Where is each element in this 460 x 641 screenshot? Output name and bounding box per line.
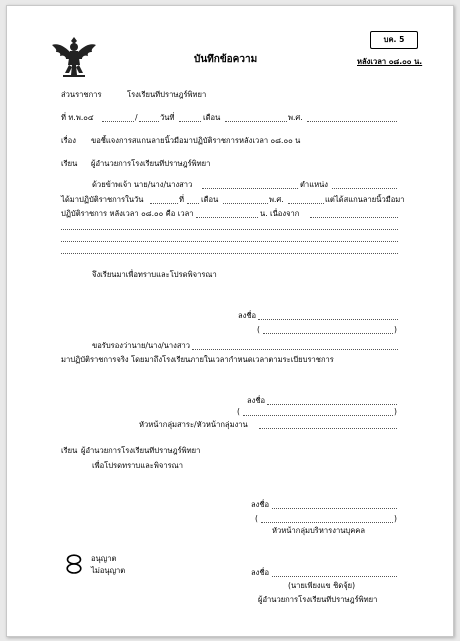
signature3-label: ลงชื่อ bbox=[251, 500, 270, 509]
document-page: บค. 5 บันทึกข้อความ หลังเวลา ๐๘.๐๐ น. ส่วนราชการ โรงเรียนทีปราษฎร์พิทยา ที่ ท.พ.๐๔ / วันที่ เดือน พ.ศ. เรื่อง ขอชี้แจงการสแกนลายนิ้วมือมาปฏิบัติราชการหลังเวลา ๐๘.๐๐ น เรียน ผู้อำนวยการโรงเรียนทีปราษฎร์พิทยา ด้วยข้าพเจ้า นาย/นาง/นางสาว ตำแหน่ง ได้มาปฏิบัติราชการในวัน ที่ เดือน พ.ศ. แต่ได้สแกนลายนิ้วมือมา ปฏิบัติราชการ หลังเวลา ๐๘.๐๐ คือ เวลา น. เนื่องจาก จึงเรียนมาเพื่อทราบและโปรดพิจารณา ลงชื่อ ( ) ขอรับรองว่านาย/นาง/นางสาว มาปฏิบัติราชการจริง โดยมาถึงโรงเรียนภายในเวลากำหนดเวลาตามระเบียบราชการ ลงชื่อ ( ) หัวหน้ากลุ่มสาระ/หัวหน้ากลุ่มงาน เรียน ผู้อำนวยการโรงเรียนทีปราษฎร์พิทยา เพื่อโปรดทราบและพิจารณา ลงชื่อ ( ) หัวหน้ากลุ่มบริหารงานบุคคล อนุญาต ไม่อนุญาต ลงชื่อ (นายเพียงแข ชิดจุ้ย) ผู้อำนวยการโรงเรียนทีปราษฎร์พิทยา bbox=[6, 5, 454, 637]
time-field bbox=[196, 217, 258, 218]
name-field bbox=[202, 188, 298, 189]
agency-label: ส่วนราชการ bbox=[61, 90, 102, 99]
garuda-emblem-icon bbox=[51, 35, 97, 79]
body-line3-start: ปฏิบัติราชการ หลังเวลา ๐๘.๐๐ คือ เวลา bbox=[61, 209, 194, 218]
body-month-field bbox=[223, 203, 268, 204]
decision-checkbox-mark-icon bbox=[66, 554, 82, 574]
decision-approve: อนุญาต bbox=[91, 554, 117, 563]
forward-to-value: ผู้อำนวยการโรงเรียนทีปราษฎร์พิทยา bbox=[81, 446, 201, 455]
signature2-label: ลงชื่อ bbox=[247, 396, 266, 405]
decision-sign-field bbox=[272, 576, 397, 577]
signature1-field bbox=[258, 319, 398, 320]
signature3-name-field bbox=[261, 522, 393, 523]
body-line2-end: แต่ได้สแกนลายนิ้วมือมา bbox=[325, 195, 405, 204]
to-label: เรียน bbox=[61, 159, 78, 168]
signature3-role: หัวหน้ากลุ่มบริหารงานบุคคล bbox=[272, 526, 366, 535]
body-date-label: ที่ bbox=[179, 195, 185, 204]
body-line1-start: ด้วยข้าพเจ้า นาย/นาง/นางสาว bbox=[92, 180, 193, 189]
body-line3-end: น. เนื่องจาก bbox=[260, 209, 300, 218]
signature1-label: ลงชื่อ bbox=[238, 311, 257, 320]
subject-label: เรื่อง bbox=[61, 136, 76, 145]
month-field bbox=[225, 121, 287, 122]
signature3-field bbox=[272, 508, 397, 509]
position-label: ตำแหน่ง bbox=[300, 180, 328, 189]
to-value: ผู้อำนวยการโรงเรียนทีปราษฎร์พิทยา bbox=[91, 159, 211, 168]
signature2-field bbox=[267, 404, 397, 405]
decision-deny: ไม่อนุญาต bbox=[91, 566, 126, 575]
director-name: (นายเพียงแข ชิดจุ้ย) bbox=[288, 581, 356, 590]
year-label: พ.ศ. bbox=[288, 113, 303, 122]
signature2-role: หัวหน้ากลุ่มสาระ/หัวหน้ากลุ่มงาน bbox=[139, 420, 248, 429]
certify-line-b: มาปฏิบัติราชการจริง โดยมาถึงโรงเรียนภายในเวลากำหนดเวลาตามระเบียบราชการ bbox=[61, 355, 334, 364]
date-field bbox=[179, 121, 201, 122]
body-month-label: เดือน bbox=[201, 195, 219, 204]
signature2-name-field bbox=[243, 415, 393, 416]
reason-field-2 bbox=[61, 229, 398, 230]
ref-number-label: ที่ ท.พ.๐๔ bbox=[61, 113, 94, 122]
signature1-name-field bbox=[263, 333, 393, 334]
decision-sign-label: ลงชื่อ bbox=[251, 568, 270, 577]
year-field bbox=[307, 121, 397, 122]
form-code-badge: บค. 5 bbox=[370, 31, 418, 49]
date-label: วันที่ bbox=[160, 113, 175, 122]
body-year-label: พ.ศ. bbox=[269, 195, 284, 204]
body-date-field bbox=[187, 203, 199, 204]
closing-text: จึงเรียนมาเพื่อทราบและโปรดพิจารณา bbox=[92, 270, 217, 279]
agency-value: โรงเรียนทีปราษฎร์พิทยา bbox=[127, 90, 207, 99]
certify-line-a: ขอรับรองว่านาย/นาง/นางสาว bbox=[92, 341, 191, 350]
forward-to-label: เรียน bbox=[61, 446, 78, 455]
ref-sub-field bbox=[139, 121, 159, 122]
reason-field-1 bbox=[310, 217, 398, 218]
certify-name-field bbox=[192, 349, 398, 350]
position-field bbox=[332, 188, 397, 189]
director-role: ผู้อำนวยการโรงเรียนทีปราษฎร์พิทยา bbox=[258, 595, 378, 604]
day-field bbox=[150, 203, 178, 204]
body-line2-start: ได้มาปฏิบัติราชการในวัน bbox=[61, 195, 144, 204]
reason-field-4 bbox=[61, 253, 398, 254]
forward-purpose: เพื่อโปรดทราบและพิจารณา bbox=[92, 461, 183, 470]
ref-number-field bbox=[102, 121, 134, 122]
body-year-field bbox=[288, 203, 324, 204]
month-label: เดือน bbox=[203, 113, 221, 122]
after-time-label: หลังเวลา ๐๘.๐๐ น. bbox=[357, 57, 423, 66]
document-title: บันทึกข้อความ bbox=[194, 54, 258, 65]
subject-value: ขอชี้แจงการสแกนลายนิ้วมือมาปฏิบัติราชการหลังเวลา ๐๘.๐๐ น bbox=[91, 136, 301, 145]
signature2-role-field bbox=[259, 428, 397, 429]
reason-field-3 bbox=[61, 241, 398, 242]
